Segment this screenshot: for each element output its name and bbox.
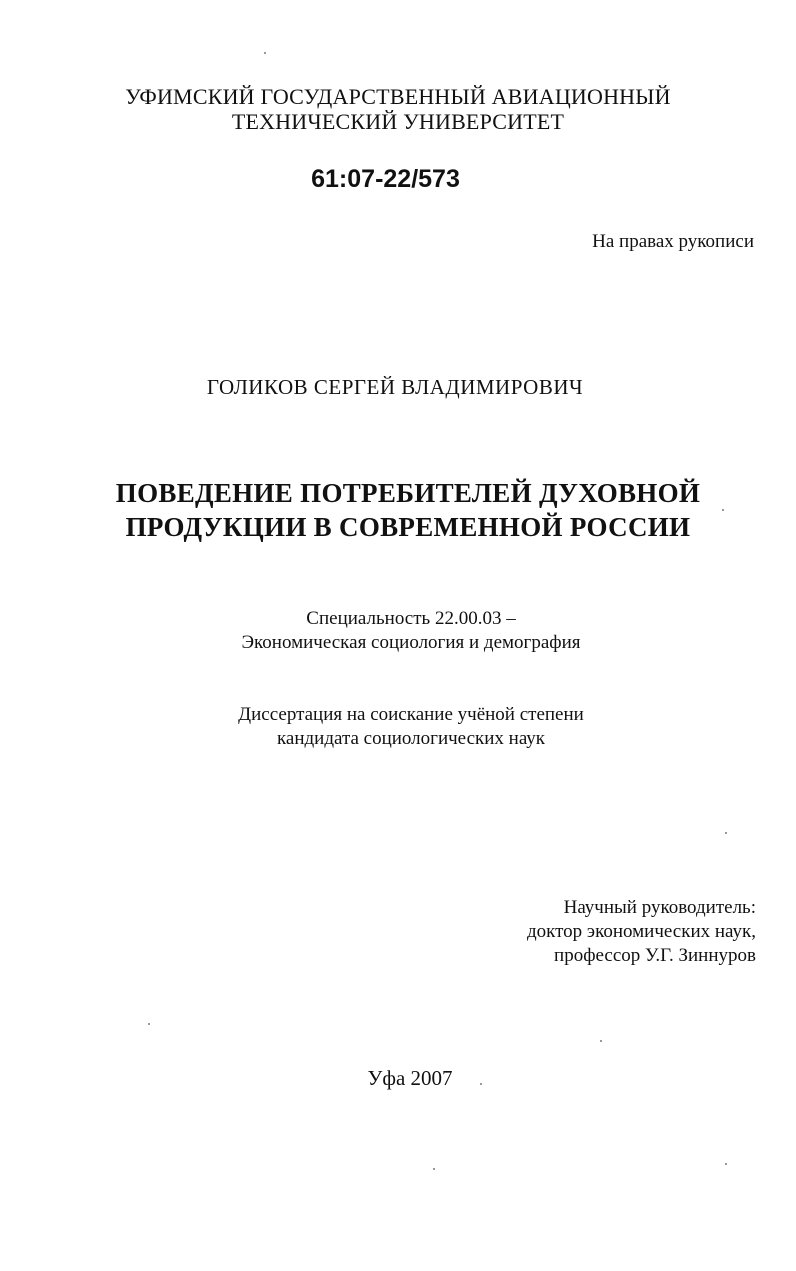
specialty-line-1: Специальность 22.00.03 – (306, 608, 516, 629)
scan-speck (722, 509, 724, 511)
specialty-line-2: Экономическая социология и демография (241, 632, 581, 653)
institution-line-2: ТЕХНИЧЕСКИЙ УНИВЕРСИТЕТ (231, 109, 565, 134)
scan-speck (264, 52, 266, 54)
scan-speck (725, 1163, 727, 1165)
author-name: ГОЛИКОВ СЕРГЕЙ ВЛАДИМИРОВИЧ (206, 375, 584, 399)
degree-line-2: кандидата социологических наук (276, 728, 546, 749)
catalog-code: 61:07-22/573 (311, 165, 460, 193)
dissertation-title-line-2: ПРОДУКЦИИ В СОВРЕМЕННОЙ РОССИИ (125, 512, 691, 542)
supervisor-name: профессор У.Г. Зиннуров (554, 945, 756, 966)
place-and-year: Уфа 2007 (367, 1066, 453, 1090)
supervisor-label: Научный руководитель: (563, 897, 756, 918)
supervisor-degree: доктор экономических наук, (526, 921, 756, 942)
scan-speck (480, 1083, 482, 1085)
scan-speck (725, 832, 727, 834)
scan-speck (433, 1168, 435, 1170)
degree-line-1: Диссертация на соискание учёной степени (238, 704, 584, 725)
institution-line-1: УФИМСКИЙ ГОСУДАРСТВЕННЫЙ АВИАЦИОННЫЙ (125, 84, 671, 109)
rights-note: На правах рукописи (592, 231, 754, 252)
scan-speck (148, 1023, 150, 1025)
scan-speck (600, 1040, 602, 1042)
dissertation-title-line-1: ПОВЕДЕНИЕ ПОТРЕБИТЕЛЕЙ ДУХОВНОЙ (115, 478, 701, 508)
